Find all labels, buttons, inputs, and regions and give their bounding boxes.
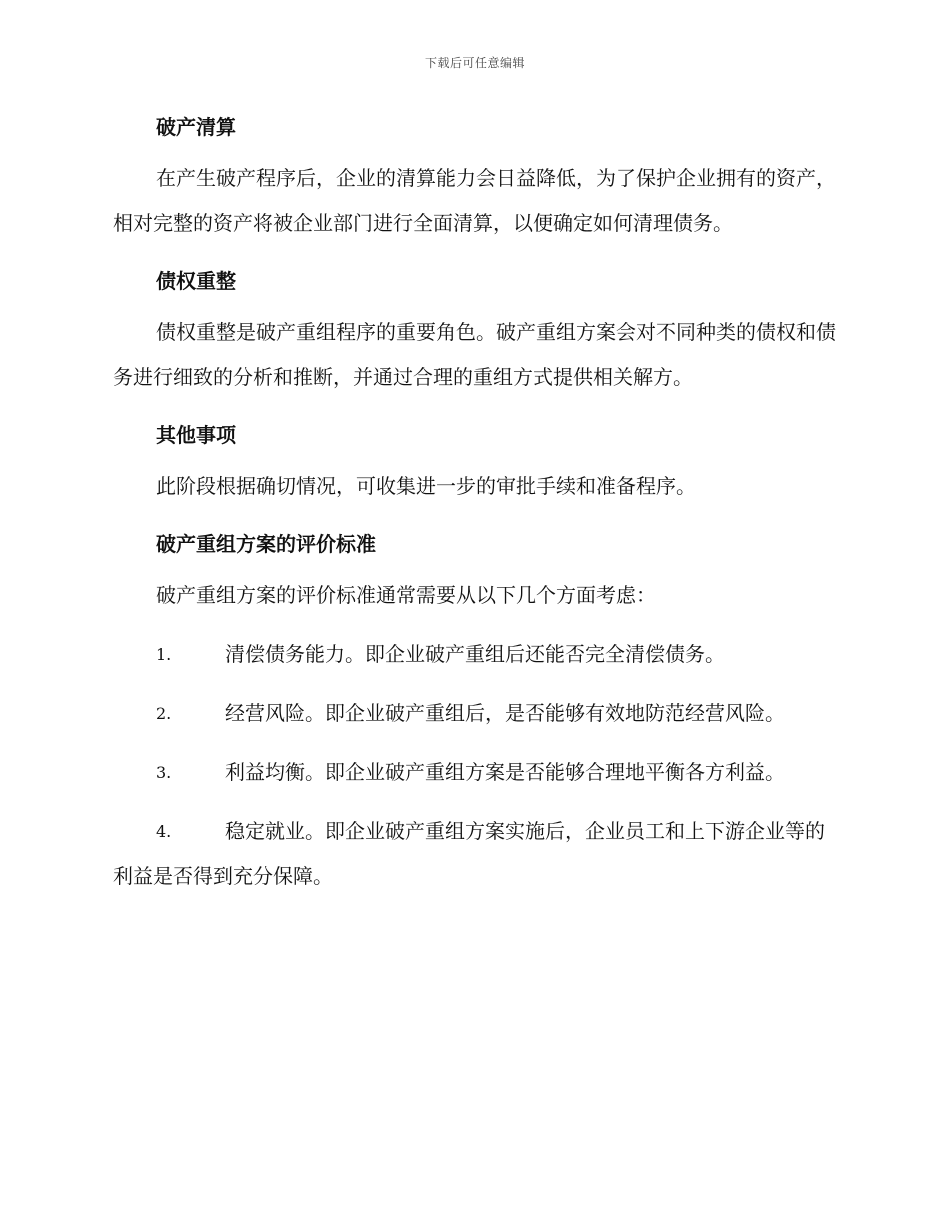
criteria-list-item [113,632,838,677]
list-number: 3. [156,763,172,782]
section-heading-other-matters: 其他事项 [156,423,236,447]
list-text: 稳定就业。即企业破产重组方案实施后，企业员工和上下游企业等的利益是否得到充分保障。 [113,819,825,888]
document-body [113,112,838,899]
section-heading-evaluation-criteria: 破产重组方案的评价标准 [156,532,376,556]
section-paragraph-liquidation: 在产生破产程序后，企业的清算能力会日益降低，为了保护企业拥有的资产，相对完整的资产将被企业部门进行全面清算，以便确定如何清理债务。 [113,166,836,235]
list-text: 经营风险。即企业破产重组后，是否能够有效地防范经营风险。 [225,701,785,725]
list-number: 4. [156,822,172,841]
section-heading-debt-restructuring: 债权重整 [156,269,236,293]
section-paragraph-evaluation-criteria: 破产重组方案的评价标准通常需要从以下几个方面考虑： [156,583,656,607]
criteria-list-item [113,809,838,899]
header-note: 下载后可任意编辑 [424,56,525,70]
criteria-list-item [113,691,838,736]
section-heading-liquidation: 破产清算 [156,115,236,139]
criteria-list-item [113,750,838,795]
list-number: 2. [156,704,172,723]
list-text: 利益均衡。即企业破产重组方案是否能够合理地平衡各方利益。 [225,760,785,784]
section-paragraph-other-matters: 此阶段根据确切情况，可收集进一步的审批手续和准备程序。 [156,474,696,498]
list-text: 清偿债务能力。即企业破产重组后还能否完全清偿债务。 [225,642,725,666]
list-number: 1. [156,645,172,664]
section-paragraph-debt-restructuring: 债权重整是破产重组程序的重要角色。破产重组方案会对不同种类的债权和债务进行细致的分析和推断，并通过合理的重组方式提供相关解方。 [113,320,836,389]
